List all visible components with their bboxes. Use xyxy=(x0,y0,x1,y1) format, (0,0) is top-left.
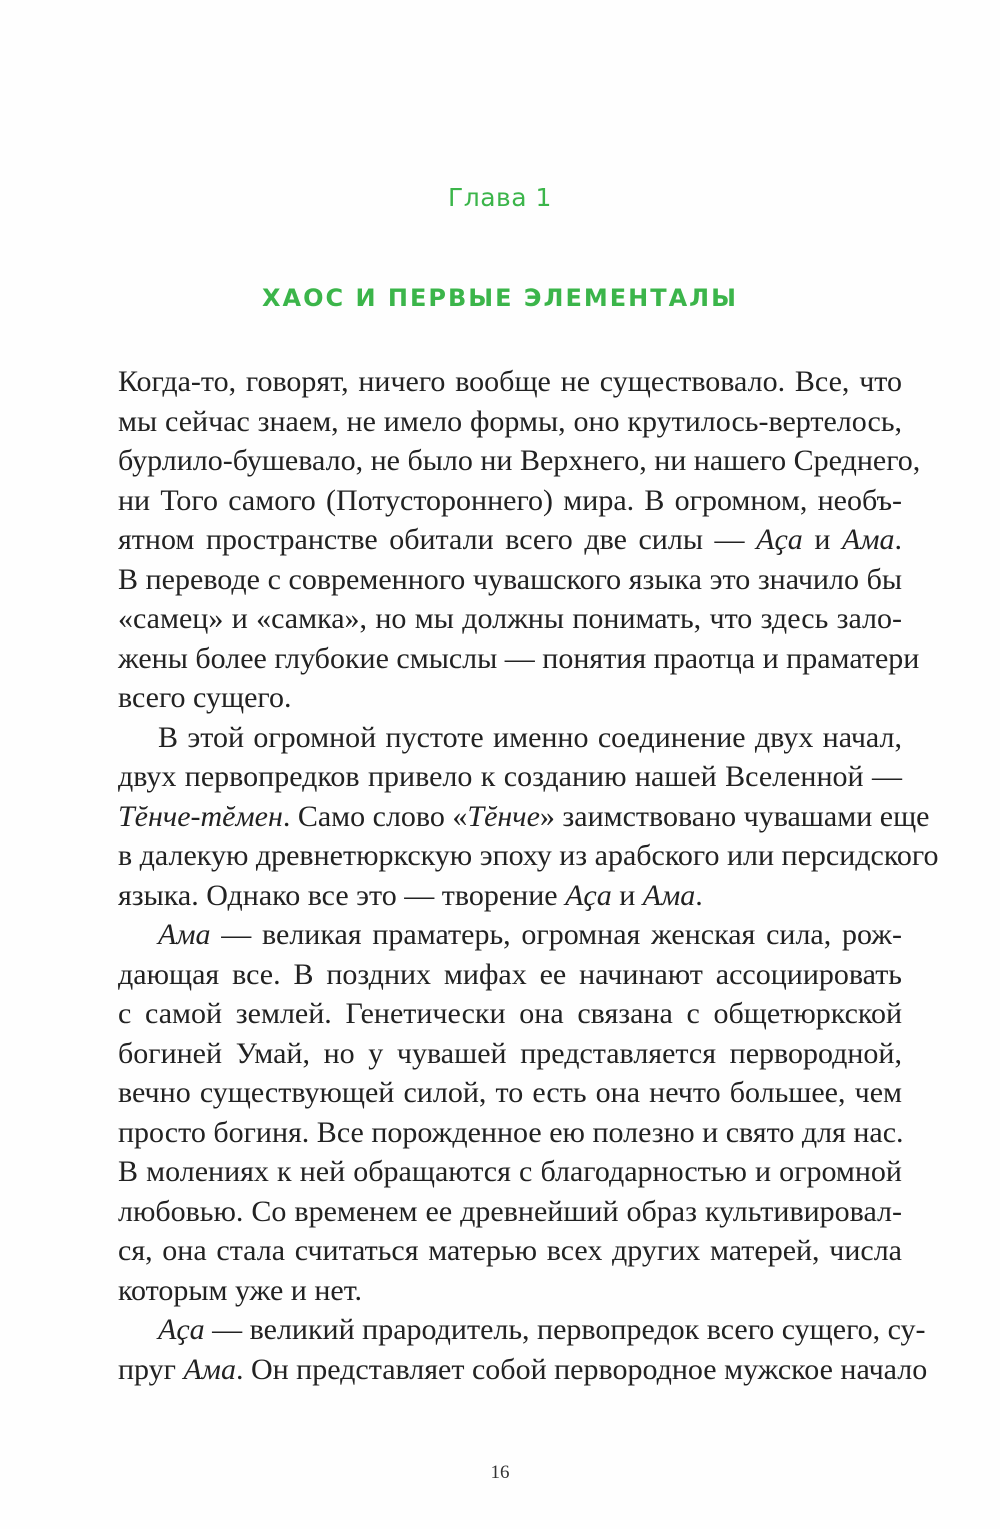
italic-term: Тĕнче-тĕмен xyxy=(118,799,283,833)
text-run: и xyxy=(611,878,643,912)
text-run: языка. Однако все это — творение xyxy=(118,878,566,912)
text-line xyxy=(118,402,902,442)
text-line xyxy=(118,797,930,837)
text-run: двух первопредков привело к созданию нашей Вселенной — xyxy=(118,760,902,793)
text-run: — великая праматерь, огромная женская сила, рож- xyxy=(210,918,902,951)
text-run: и xyxy=(802,523,842,556)
text-run: которым уже и нет. xyxy=(118,1273,363,1307)
text-line xyxy=(118,1073,902,1113)
text-run: с самой землей. Генетически она связана с общетюркской xyxy=(118,997,902,1030)
italic-term: Тĕнче xyxy=(467,799,540,833)
text-line xyxy=(118,1113,902,1153)
chapter-label: Глава 1 xyxy=(448,183,552,212)
text-line xyxy=(118,757,902,797)
text-line xyxy=(118,599,902,639)
text-line xyxy=(118,915,902,955)
text-line xyxy=(118,1231,902,1271)
chapter-title: ХАОС И ПЕРВЫЕ ЭЛЕМЕНТАЛЫ xyxy=(262,284,738,312)
text-run: вечно существующей силой, то есть она нечто большее, чем xyxy=(118,1076,902,1109)
text-line xyxy=(118,876,902,916)
text-run: » заимствовано чувашами еще xyxy=(539,799,930,833)
text-run: — великий прародитель, первопредок всего сущего, су- xyxy=(204,1313,926,1346)
text-run: В переводе с современного чувашского языка это значило бы xyxy=(118,562,902,596)
italic-term: Ама xyxy=(158,918,211,951)
text-line xyxy=(118,1271,902,1311)
italic-term: Ама xyxy=(183,1352,236,1386)
italic-term: Аҫа xyxy=(756,523,803,556)
text-line xyxy=(118,362,902,402)
text-run: пруг xyxy=(118,1352,184,1386)
page-number: 16 xyxy=(490,1462,510,1483)
text-line xyxy=(118,639,920,679)
text-line xyxy=(118,955,902,995)
body-text xyxy=(118,362,939,1389)
text-run: всего сущего. xyxy=(118,681,292,714)
text-line xyxy=(118,678,902,718)
text-run: «самец» и «самка», но мы должны понимать, что здесь зало- xyxy=(118,602,902,635)
text-line xyxy=(118,1192,902,1232)
text-run: . xyxy=(894,523,902,556)
text-line xyxy=(118,1310,926,1350)
text-run: . Само слово « xyxy=(282,799,468,833)
text-line xyxy=(118,481,902,521)
text-line xyxy=(118,718,902,758)
text-run: жены более глубокие смыслы — понятия праотца и праматери xyxy=(118,641,920,675)
text-line xyxy=(118,994,902,1034)
text-run: ся, она стала считаться матерью всех других матерей, числа xyxy=(118,1234,902,1267)
text-line xyxy=(118,441,921,481)
text-run: В этой огромной пустоте именно соединение двух начал, xyxy=(158,720,902,754)
text-run: в далекую древнетюркскую эпоху из арабского или персидского xyxy=(118,839,939,872)
text-run: богиней Умай, но у чувашей представляется первородной, xyxy=(118,1036,902,1070)
text-run: ни Того самого (Потустороннего) мира. В огромном, необъ- xyxy=(118,483,902,517)
text-line xyxy=(118,1350,928,1390)
text-run: бурлило-бушевало, не было ни Верхнего, ни нашего Среднего, xyxy=(118,444,921,477)
italic-term: Аҫа xyxy=(158,1313,205,1346)
italic-term: Ама xyxy=(842,523,895,556)
text-line xyxy=(118,1152,902,1192)
text-run: Когда-то, говорят, ничего вообще не существовало. Все, что xyxy=(118,365,902,398)
text-run: любовью. Со временем ее древнейший образ культивировал- xyxy=(118,1194,902,1228)
text-run: . Он представляет собой первородное мужское начало xyxy=(235,1352,928,1386)
text-run: мы сейчас знаем, не имело формы, оно крутилось-вертелось, xyxy=(118,404,902,438)
text-run: В молениях к ней обращаются с благодарностью и огромной xyxy=(118,1155,902,1188)
italic-term: Ама xyxy=(642,878,696,912)
text-run: . xyxy=(695,878,703,912)
text-run: дающая все. В поздних мифах ее начинают ассоциировать xyxy=(118,957,902,991)
text-line xyxy=(118,560,902,600)
text-line xyxy=(118,836,939,876)
italic-term: Аҫа xyxy=(565,878,612,912)
text-run: ятном пространстве обитали всего две силы — xyxy=(118,523,757,556)
text-run: просто богиня. Все порожденное ею полезно и свято для нас. xyxy=(118,1115,904,1149)
text-line xyxy=(118,520,902,560)
text-line xyxy=(118,1034,902,1074)
